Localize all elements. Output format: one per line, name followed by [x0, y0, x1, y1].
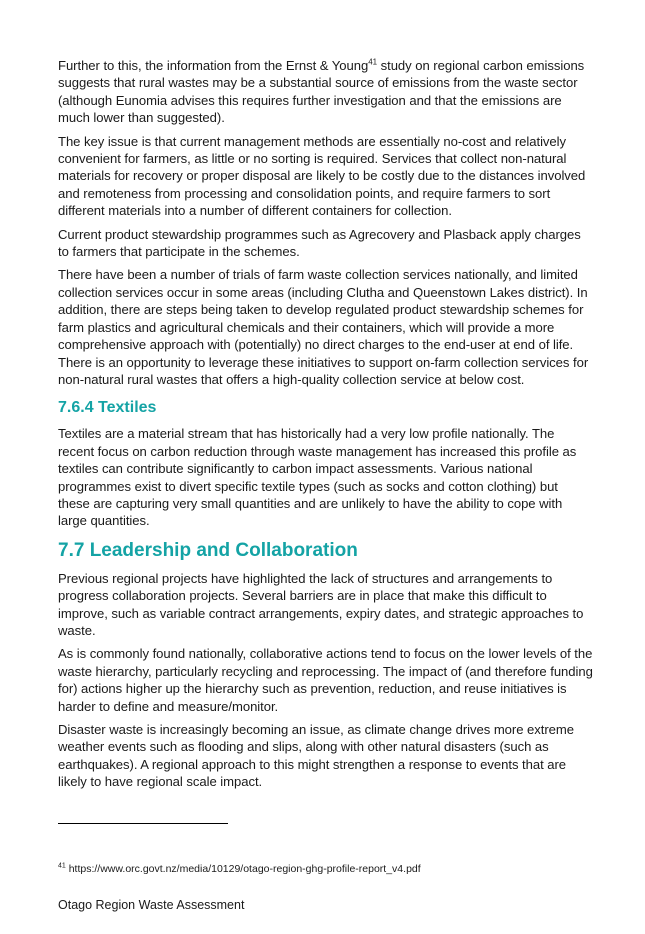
paragraph-textiles: Textiles are a material stream that has historically had a very low profile nationally. The recent focus on carbon reduction through waste management has increased this profile as textiles can contribute significantly to carbon impact assessments. Various national programmes exist to divert specific textile types (such as socks and cotton clothing) but these are capturing very small quantities and are unlikely to have the ability to cope with large quantities.: [58, 426, 577, 529]
footnote-divider: [58, 823, 228, 824]
paragraph-collaborative-actions: As is commonly found nationally, collaborative actions tend to focus on the lower levels of the waste hierarchy, particularly recycling and reprocessing. The impact of (and therefore funding for) actions higher up the hierarchy such as prevention, reduction, and reuse initiatives is harder to define and measure/monitor.: [58, 646, 593, 714]
heading-leadership-collaboration: 7.7 Leadership and Collaboration: [58, 539, 358, 561]
footnote-link[interactable]: https://www.orc.govt.nz/media/10129/otago-region-ghg-profile-report_v4.pdf: [65, 863, 421, 875]
footnote: $^{41}$ https://www.orc.govt.nz/media/10129/otago-region-ghg-profile-report_v4.pdf: [58, 862, 421, 875]
paragraph-disaster-waste: Disaster waste is increasingly becoming an issue, as climate change drives more extreme weather events such as flooding and slips, along with other natural disasters (such as earthquakes). A regional approach to this might strengthen a response to events that are likely to have regional scale impact.: [58, 722, 574, 790]
paragraph-key-issue: The key issue is that current management methods are essentially no-cost and relatively convenient for farmers, as little or no sorting is required. Services that collect non-natural materials for recovery or proper disposal are likely to be costly due to the distances involved and remoteness from processing and consolidation points, and require farmers to sort different materials into a number of different containers for collection.: [58, 133, 586, 219]
paragraph-stewardship: Current product stewardship programmes such as Agrecovery and Plasback apply charges to farmers that participate in the schemes.: [58, 226, 581, 260]
paragraph-previous-projects: Previous regional projects have highlighted the lack of structures and arrangements to progress collaboration projects. Several barriers are in place that make this difficult to improve, such as variable contract arrangements, expiry dates, and strategic approaches to waste.: [58, 570, 584, 638]
paragraph-trials: There have been a number of trials of farm waste collection services nationally, and limited collection services occur in some areas (including Clutha and Queenstown Lakes district). In addition, there are steps being taken to develop regulated product stewardship schemes for farm plastics and agricultural chemicals and their containers, which will provide a more comprehensive approach with (potentially) no direct charges to the end-user at end of life. There is an opportunity to leverage these initiatives to support on-farm collection services for non-natural rural wastes that offers a high-quality collection service at below cost.: [58, 267, 589, 387]
heading-textiles: 7.6.4 Textiles: [58, 399, 157, 417]
main-content: [58, 57, 593, 797]
page-footer: Otago Region Waste Assessment: [58, 898, 245, 912]
footnote-ref[interactable]: 41: [368, 57, 378, 67]
paragraph-ernst-young: Further to this, the information from the Ernst & Young$^{41}$ study on regional carbon emissions suggests that rural wastes may be a substantial source of emissions from the waste sector (although Eunomia advises this requires further investigation and that the emissions are much lower than suggested).: [58, 57, 585, 126]
